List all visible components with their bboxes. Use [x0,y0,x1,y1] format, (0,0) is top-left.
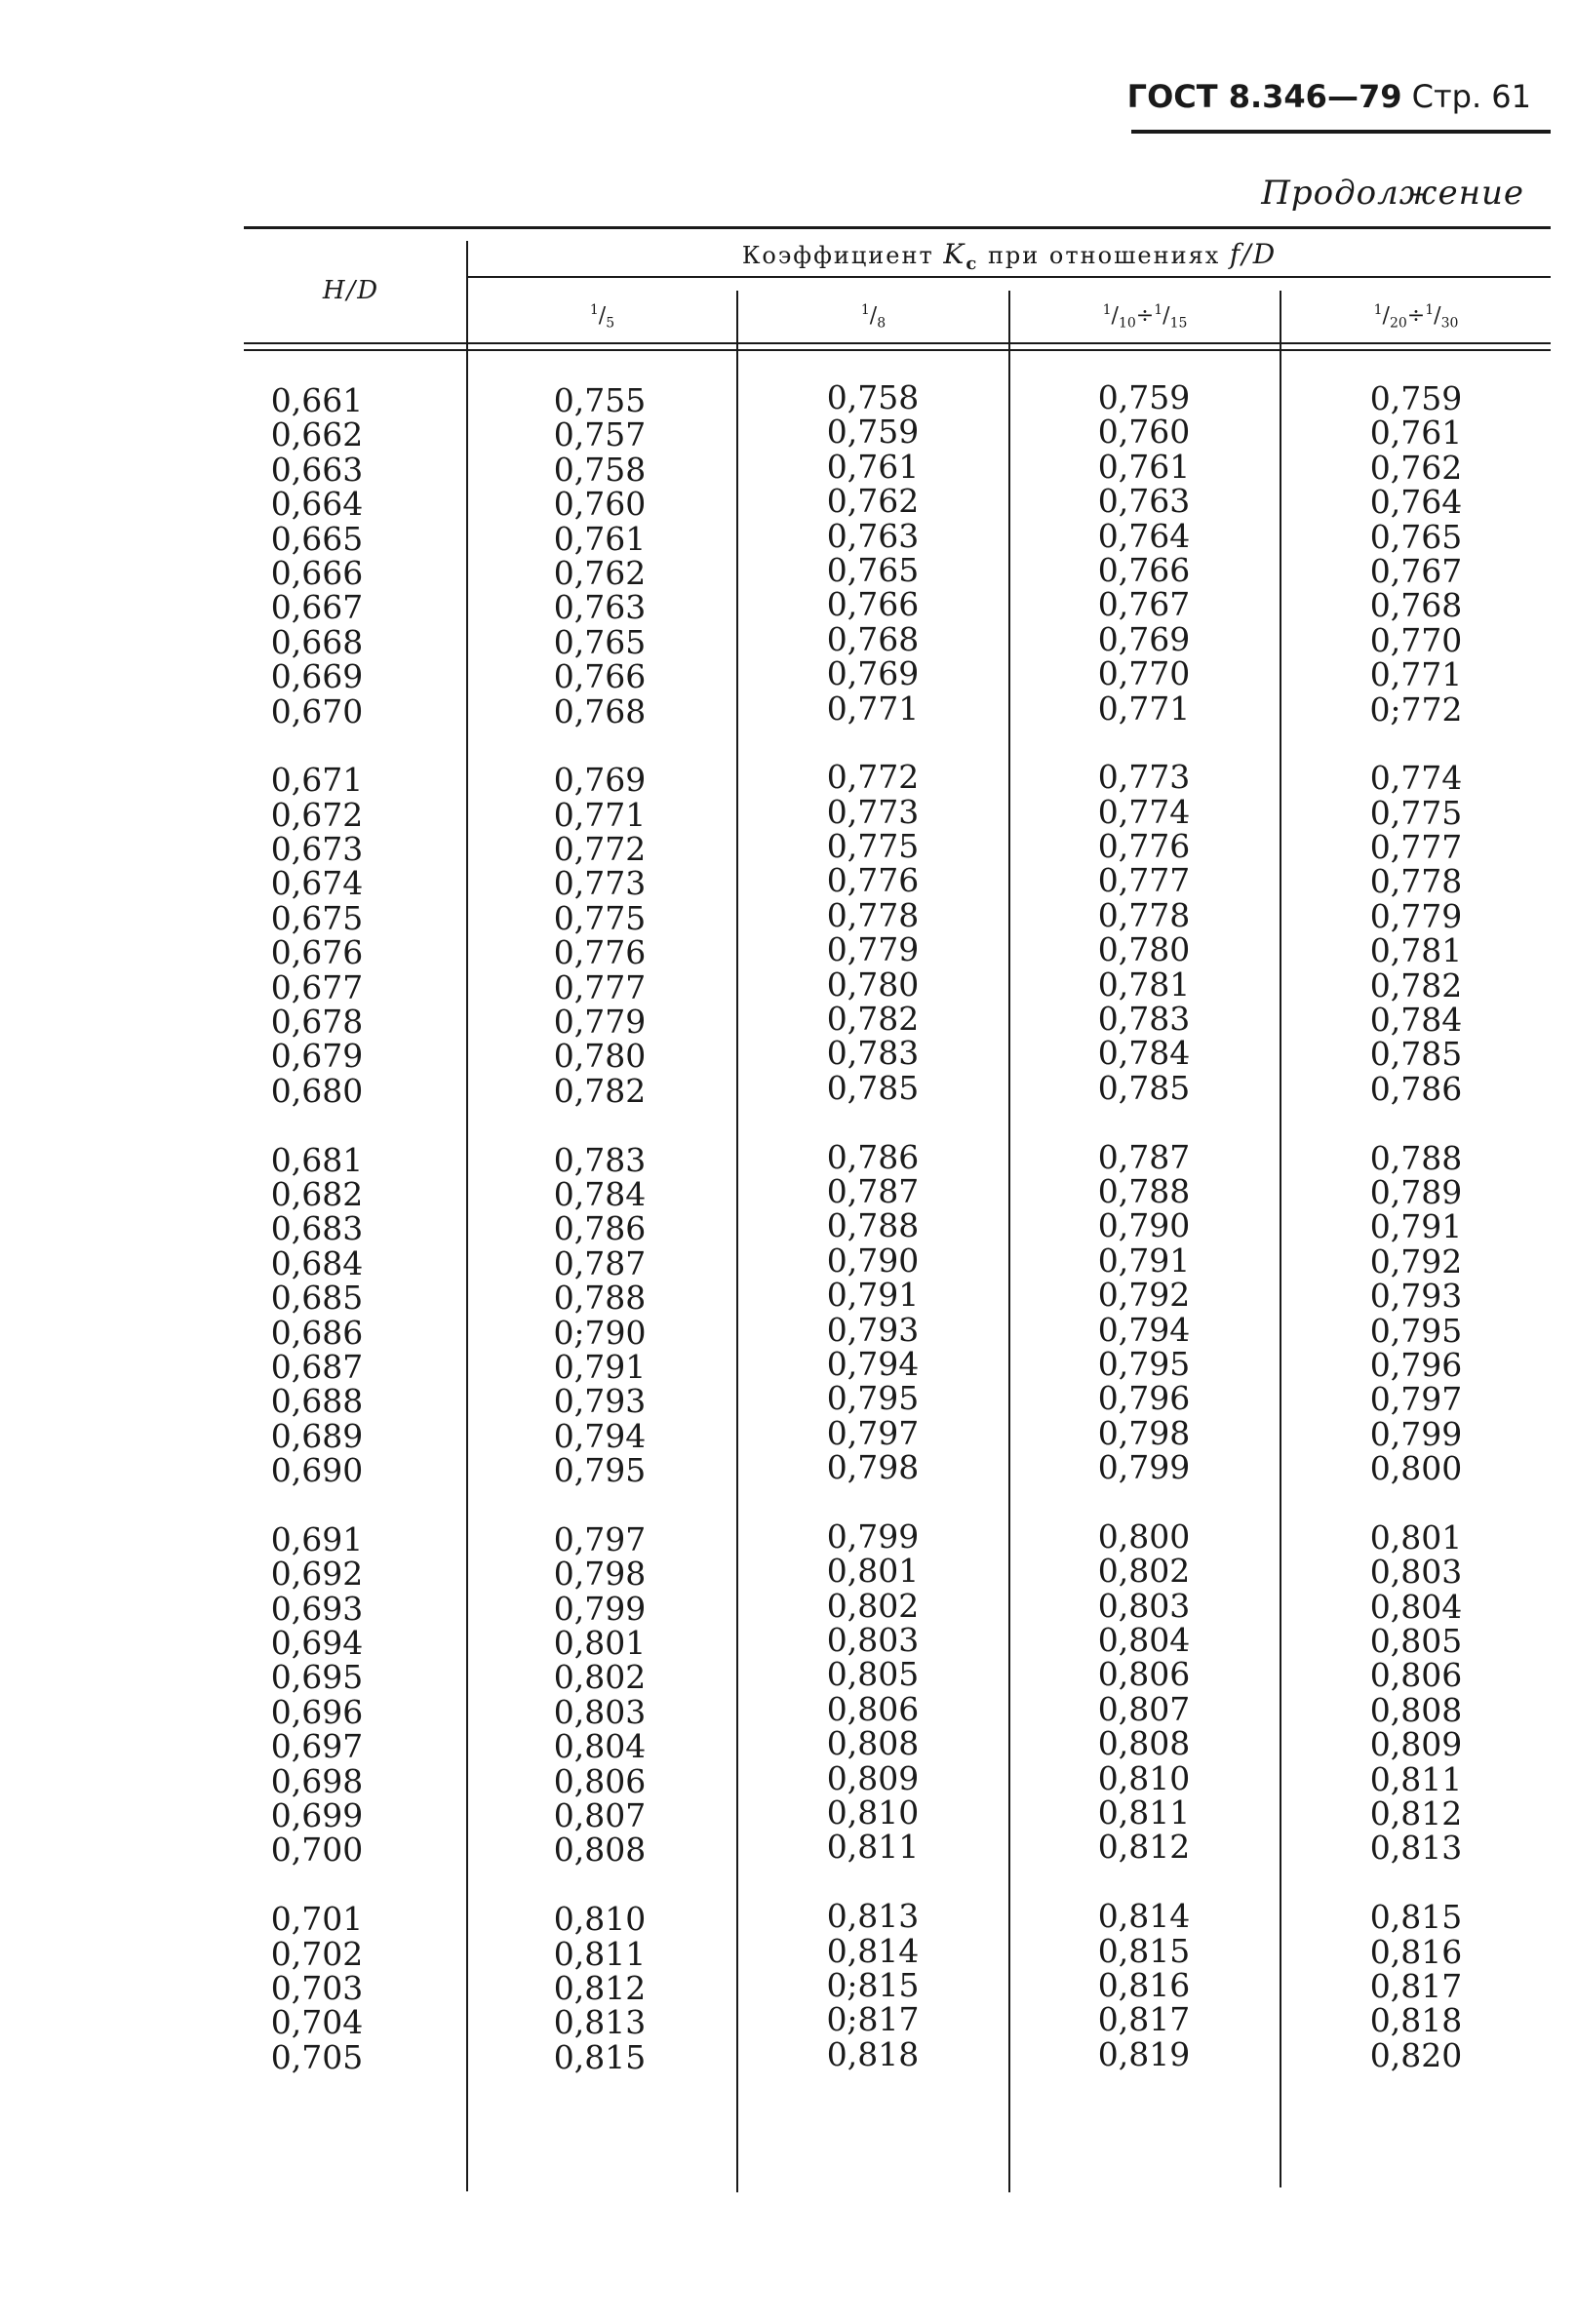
table-cell: 0,818 [826,2034,920,2073]
table-cell: 0;815 [826,1965,920,2004]
table-cell: 0,793 [826,1310,920,1349]
table-cell: 0,809 [1369,1725,1463,1764]
table-cell: 0,672 [270,795,364,834]
table-cell: 0,769 [826,654,920,693]
row-group-2 [1338,761,1494,1106]
table-cell: 0,768 [1369,586,1463,625]
table-cell: 0,675 [270,898,364,937]
table-cell: 0,765 [553,622,647,661]
table-cell: 0,775 [1369,793,1463,832]
table-cell: 0,793 [1369,1277,1463,1316]
column-1-8-values [795,380,951,2107]
table-cell: 0,677 [270,967,364,1006]
table-cell: 0,692 [270,1555,364,1594]
table-cell: 0,779 [553,1003,647,1042]
table-cell: 0,809 [826,1758,920,1797]
table-cell: 0,665 [270,519,364,558]
table-cell: 0,673 [270,830,364,869]
table-cell: 0,806 [1369,1656,1463,1695]
table-cell: 0,801 [1369,1517,1463,1556]
continuation-label: Продолжение [1261,174,1524,213]
table-cell: 0,810 [553,1900,647,1939]
table-cell: 0,766 [553,657,647,696]
table-cell: 0,783 [1097,1000,1191,1039]
table-cell: 0,674 [270,864,364,903]
table-cell: 0,780 [553,1037,647,1076]
table-top-rule [244,226,1551,229]
row-group-3 [1338,1138,1494,1488]
table-cell: 0,770 [1097,654,1191,693]
row-group-3 [522,1140,678,1490]
table-cell: 0,776 [553,933,647,972]
table-cell: 0,764 [1369,483,1463,522]
table-cell: 0,765 [826,550,920,589]
header-bottom-rule-2 [244,349,1551,351]
table-cell: 0,779 [826,930,920,969]
table-cell: 0,782 [553,1071,647,1110]
table-cell: 0,815 [1097,1931,1191,1970]
table-cell: 0,776 [1097,827,1191,866]
table-cell: 0,792 [1097,1276,1191,1315]
table-cell: 0,817 [1097,2000,1191,2039]
table-cell: 0,774 [1097,792,1191,831]
table-cell: 0,771 [553,795,647,834]
table-cell: 0,777 [1097,861,1191,900]
row-group-5 [239,1902,395,2074]
table-cell: 0,800 [1097,1517,1191,1556]
table-cell: 0,795 [553,1451,647,1490]
table-cell: 0,760 [1097,413,1191,452]
table-cell: 0,808 [553,1831,647,1870]
table-cell: 0,704 [270,2003,364,2042]
table-cell: 0,778 [1097,895,1191,934]
table-cell: 0,820 [1369,2035,1463,2074]
table-cell: 0,697 [270,1727,364,1766]
table-cell: 0,781 [1097,965,1191,1004]
table-cell: 0,807 [553,1796,647,1835]
table-cell: 0,816 [1097,1965,1191,2004]
table-cell: 0,766 [1097,550,1191,589]
table-cell: 0,788 [826,1206,920,1245]
table-cell: 0,683 [270,1209,364,1248]
table-cell: 0,768 [553,691,647,730]
table-cell: 0,787 [553,1243,647,1282]
table-cell: 0,811 [1369,1759,1463,1798]
table-cell: 0,780 [1097,930,1191,969]
column-header-1-10-1-15: $^1/_{10}\div^1/_{15}$ [1102,302,1188,332]
table-cell: 0,778 [826,895,920,934]
table-cell: 0,791 [826,1276,920,1315]
row-group-5 [522,1902,678,2074]
table-cell: 0,758 [553,450,647,489]
table-cell: 0,799 [1097,1448,1191,1487]
row-group-1 [522,383,678,729]
table-cell: 0,689 [270,1416,364,1455]
table-cell: 0,803 [553,1692,647,1731]
row-group-2 [522,763,678,1108]
table-cell: 0,811 [826,1828,920,1867]
table-cell: 0,777 [553,967,647,1006]
table-cell: 0,687 [270,1347,364,1386]
table-cell: 0,775 [553,898,647,937]
table-cell: 0,763 [1097,482,1191,521]
table-cell: 0,661 [270,381,364,419]
table-cell: 0,769 [1097,619,1191,658]
table-cell: 0,805 [1369,1622,1463,1661]
table-cell: 0,812 [1097,1828,1191,1867]
table-cell: 0,787 [1097,1137,1191,1176]
table-cell: 0,662 [270,415,364,454]
row-header-hd: H/D [322,276,380,305]
table-cell: 0,795 [826,1379,920,1418]
table-cell: 0,696 [270,1692,364,1731]
table-cell: 0,774 [1369,759,1463,798]
table-cell: 0,799 [553,1589,647,1628]
group-header-rule [468,276,1551,278]
table-cell: 0,759 [1369,379,1463,417]
table-cell: 0,703 [270,1968,364,2007]
table-cell: 0,761 [1097,447,1191,486]
table-cell: 0,761 [553,519,647,558]
table-cell: 0,668 [270,622,364,661]
table-cell: 0,807 [1097,1689,1191,1728]
table-cell: 0,685 [270,1279,364,1318]
table-cell: 0,814 [1097,1897,1191,1936]
table-cell: 0,701 [270,1900,364,1939]
table-cell: 0,791 [1369,1207,1463,1246]
table-cell: 0,787 [826,1171,920,1210]
table-cell: 0,663 [270,450,364,489]
table-cell: 0,678 [270,1003,364,1042]
table-cell: 0,802 [826,1586,920,1625]
table-cell: 0,785 [1097,1068,1191,1107]
table-cell: 0,759 [826,413,920,452]
table-cell: 0,790 [826,1241,920,1280]
table-cell: 0,798 [1097,1413,1191,1452]
column-header-1-20-1-30: $^1/_{20}\div^1/_{30}$ [1373,302,1459,332]
table-cell: 0,803 [1097,1586,1191,1625]
table-cell: 0,811 [1097,1793,1191,1832]
table-cell: 0,800 [1369,1449,1463,1488]
table-cell: 0,803 [1369,1553,1463,1592]
table-cell: 0,786 [553,1209,647,1248]
table-cell: 0,755 [553,381,647,419]
table-cell: 0,679 [270,1037,364,1076]
table-cell: 0,815 [1369,1898,1463,1937]
row-group-4 [522,1519,678,1870]
table-cell: 0,806 [553,1761,647,1800]
row-group-1 [239,383,395,729]
table-cell: 0,686 [270,1313,364,1352]
column-1-5-values [522,383,678,2109]
table-cell: 0,799 [826,1517,920,1556]
table-cell: 0,702 [270,1934,364,1973]
row-group-4 [795,1519,951,1865]
table-cell: 0,794 [826,1344,920,1383]
table-cell: 0,812 [553,1968,647,2007]
table-cell: 0,801 [553,1624,647,1663]
running-header [1127,78,1531,115]
table-cell: 0,801 [826,1552,920,1591]
table-cell: 0,781 [1369,931,1463,970]
table-cell: 0,670 [270,691,364,730]
row-group-3 [239,1140,395,1490]
table-cell: 0,681 [270,1140,364,1179]
table-cell: 0,815 [553,2037,647,2076]
table-cell: 0,785 [826,1068,920,1107]
table-cell: 0,792 [1369,1241,1463,1280]
table-cell: 0,773 [826,792,920,831]
column-divider-2 [736,291,738,2192]
table-cell: 0,699 [270,1796,364,1835]
table-cell: 0,788 [1369,1138,1463,1177]
table-cell: 0,771 [1369,655,1463,694]
table-cell: 0,772 [826,758,920,797]
table-cell: 0,762 [553,553,647,592]
row-group-4 [1066,1519,1222,1865]
table-cell: 0,684 [270,1243,364,1282]
table-cell: 0,797 [826,1413,920,1452]
table-cell: 0,808 [1097,1724,1191,1763]
column-1-20-1-30-values [1338,381,1494,2107]
table-cell: 0,784 [553,1174,647,1213]
table-cell: 0,762 [1369,448,1463,487]
column-divider-1 [466,241,468,2191]
table-cell: 0,765 [1369,517,1463,556]
table-cell: 0,788 [553,1279,647,1318]
row-group-2 [795,760,951,1105]
table-cell: 0;817 [826,2000,920,2039]
row-group-5 [1338,1900,1494,2072]
table-cell: 0,790 [1097,1206,1191,1245]
column-divider-4 [1280,291,1281,2187]
table-cell: 0,797 [553,1519,647,1558]
row-group-1 [1338,381,1494,727]
table-cell: 0,798 [553,1555,647,1594]
table-cell: 0,671 [270,761,364,800]
table-cell: 0,805 [826,1655,920,1694]
table-cell: 0,798 [826,1448,920,1487]
table-cell: 0,813 [553,2003,647,2042]
page-number: Стр. 61 [1411,78,1531,115]
table-cell: 0,795 [1369,1311,1463,1350]
table-cell: 0,767 [1369,551,1463,590]
table-cell: 0,775 [826,827,920,866]
table-cell: 0,762 [826,482,920,521]
table-cell: 0,771 [826,689,920,728]
table-cell: 0,802 [553,1658,647,1697]
table-cell: 0,691 [270,1519,364,1558]
column-1-10-1-15-values [1066,380,1222,2107]
table-cell: 0,767 [1097,585,1191,624]
table-cell: 0,776 [826,861,920,900]
table-cell: 0,763 [826,516,920,555]
table-cell: 0,803 [826,1621,920,1660]
table-cell: 0,786 [1369,1069,1463,1108]
table-cell: 0,782 [826,1000,920,1039]
table-cell: 0,817 [1369,1966,1463,2005]
table-cell: 0,784 [1097,1034,1191,1073]
header-bottom-rule-1 [244,342,1551,344]
table-cell: 0,794 [1097,1310,1191,1349]
group-header-coefficient: Коэффициент $K_с$ при отношениях f/D [741,238,1278,274]
table-cell: 0,813 [826,1897,920,1936]
table-cell: 0,794 [553,1416,647,1455]
table-cell: 0,788 [1097,1171,1191,1210]
table-cell: 0,799 [1369,1414,1463,1453]
table-cell: 0,802 [1097,1552,1191,1591]
column-divider-3 [1008,291,1010,2192]
table-cell: 0,690 [270,1451,364,1490]
table-cell: 0,768 [826,619,920,658]
table-cell: 0,758 [826,378,920,416]
table-cell: 0,773 [1097,758,1191,797]
table-cell: 0,780 [826,965,920,1004]
table-cell: 0,761 [826,447,920,486]
table-cell: 0,761 [1369,414,1463,453]
table-cell: 0,771 [1097,689,1191,728]
table-cell: 0,783 [553,1140,647,1179]
table-cell: 0,770 [1369,620,1463,659]
column-header-1-8: $^1/_8$ [860,302,886,332]
row-group-1 [1066,380,1222,726]
row-group-5 [1066,1899,1222,2071]
table-cell: 0,814 [826,1931,920,1970]
header-rule [1131,130,1551,134]
table-cell: 0,812 [1369,1794,1463,1833]
table-cell: 0,700 [270,1831,364,1870]
table-cell: 0,779 [1369,896,1463,935]
table-cell: 0,666 [270,553,364,592]
table-cell: 0,669 [270,657,364,696]
table-cell: 0,808 [1369,1690,1463,1729]
table-cell: 0,783 [826,1034,920,1073]
table-cell: 0,796 [1097,1379,1191,1418]
table-cell: 0,766 [826,585,920,624]
table-cell: 0,680 [270,1071,364,1110]
row-group-2 [1066,760,1222,1105]
table-cell: 0,804 [553,1727,647,1766]
table-cell: 0,806 [826,1689,920,1728]
table-cell: 0,682 [270,1174,364,1213]
row-group-1 [795,380,951,726]
table-cell: 0,789 [1369,1172,1463,1211]
table-cell: 0,786 [826,1137,920,1176]
table-cell: 0,784 [1369,1001,1463,1040]
table-cell: 0,806 [1097,1655,1191,1694]
table-cell: 0,777 [1369,828,1463,867]
table-cell: 0;790 [553,1313,647,1352]
table-cell: 0,810 [1097,1758,1191,1797]
table-cell: 0,791 [553,1347,647,1386]
table-cell: 0,760 [553,485,647,524]
table-cell: 0,773 [553,864,647,903]
table-cell: 0,693 [270,1589,364,1628]
table-cell: 0,818 [1369,2001,1463,2040]
table-cell: 0;772 [1369,689,1463,729]
column-hd-values [239,383,395,2109]
table-cell: 0,804 [1097,1621,1191,1660]
table-cell: 0,808 [826,1724,920,1763]
table-cell: 0,816 [1369,1932,1463,1971]
table-cell: 0,698 [270,1761,364,1800]
table-cell: 0,813 [1369,1829,1463,1868]
standard-number: ГОСТ 8.346—79 [1126,78,1402,115]
table-cell: 0,769 [553,761,647,800]
table-cell: 0,810 [826,1793,920,1832]
table-cell: 0,772 [553,830,647,869]
row-group-4 [239,1519,395,1870]
table-cell: 0,667 [270,588,364,627]
table-cell: 0,819 [1097,2034,1191,2073]
row-group-2 [239,763,395,1108]
table-cell: 0,795 [1097,1344,1191,1383]
row-group-4 [1338,1517,1494,1868]
row-group-3 [795,1137,951,1487]
table-cell: 0,793 [553,1382,647,1421]
table-cell: 0,811 [553,1934,647,1973]
table-cell: 0,676 [270,933,364,972]
row-group-5 [795,1899,951,2071]
table-cell: 0,694 [270,1624,364,1663]
table-cell: 0,782 [1369,965,1463,1004]
table-cell: 0,759 [1097,378,1191,416]
table-cell: 0,804 [1369,1587,1463,1626]
table-cell: 0,705 [270,2037,364,2076]
table-cell: 0,791 [1097,1241,1191,1280]
table-cell: 0,763 [553,588,647,627]
table-cell: 0,797 [1369,1380,1463,1419]
table-cell: 0,695 [270,1658,364,1697]
table-cell: 0,778 [1369,862,1463,901]
table-cell: 0,785 [1369,1035,1463,1074]
column-header-1-5: $^1/_5$ [589,302,615,332]
table-cell: 0,764 [1097,516,1191,555]
table-cell: 0,796 [1369,1345,1463,1384]
table-cell: 0,664 [270,485,364,524]
table-cell: 0,757 [553,415,647,454]
table-cell: 0,688 [270,1382,364,1421]
row-group-3 [1066,1137,1222,1487]
